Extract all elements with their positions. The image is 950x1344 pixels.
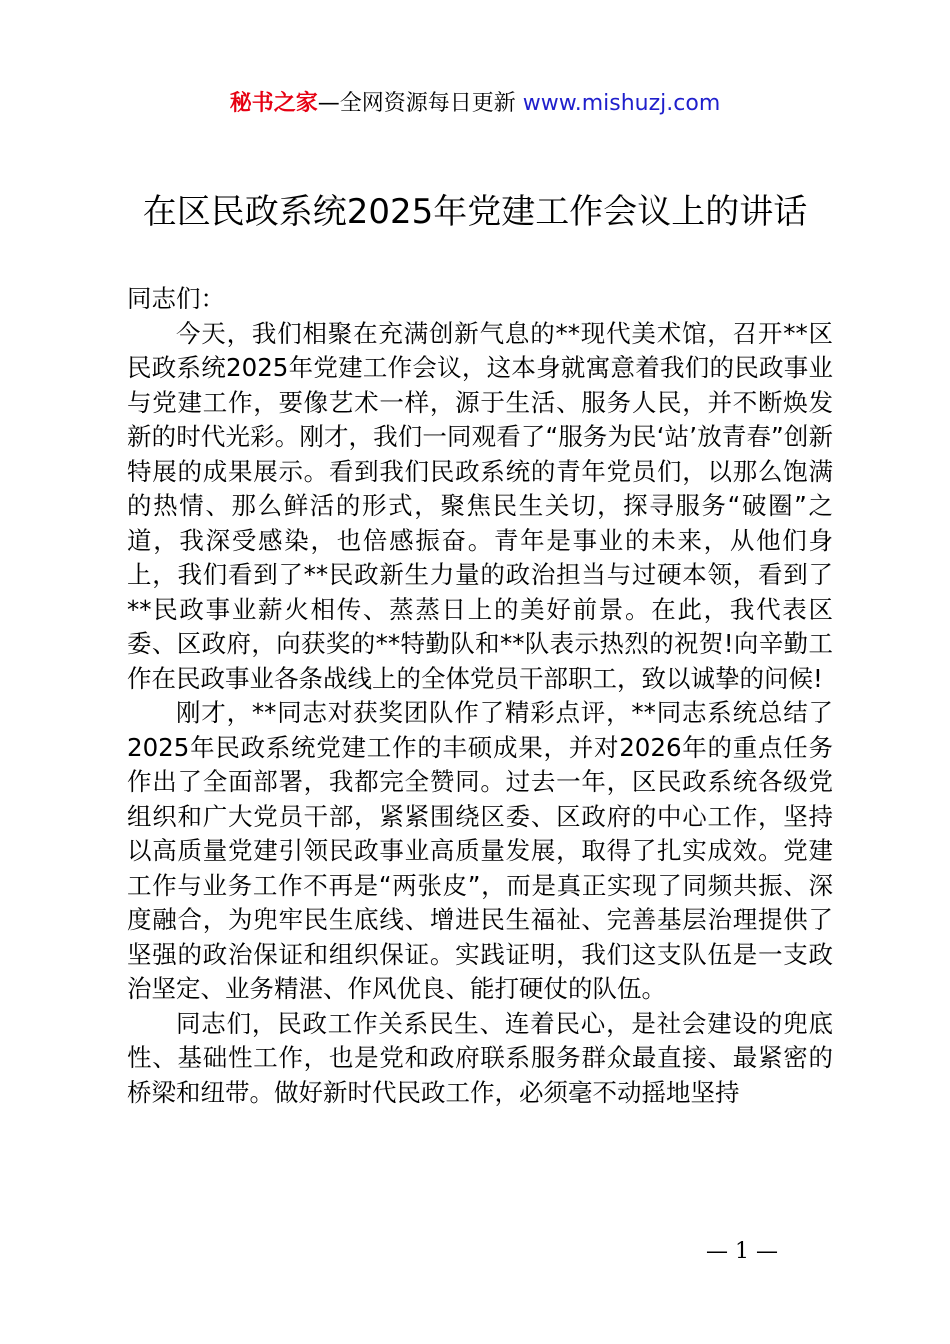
brand-name: 秘书之家 [229,91,318,116]
site-url-link[interactable]: www.mishuzj.com [522,91,721,116]
page-number: — 1 — [706,1239,778,1264]
paragraph-1: 今天，我们相聚在充满创新气息的**现代美术馆，召开**区民政系统2025年党建工作会议，这本身就寓意着我们的民政事业与党建工作，要像艺术一样，源于生活、服务人民，并不断焕发新的时代光彩。刚才，我们一同观看了“服务为民‘站’放青春”创新特展的成果展示。看到我们民政系统的青年党员们，以那么饱满的热情、那么鲜活的形式，聚焦民生关切，探寻服务“破圈”之道，我深受感染，也倍感振奋。青年是事业的未来，从他们身上，我们看到了**民政新生力量的政治担当与过硬本领，看到了**民政事业薪火相传、蒸蒸日上的美好前景。在此，我代表区委、区政府，向获奖的**特勤队和**队表示热烈的祝贺!向辛勤工作在民政事业各条战线上的全体党员干部职工，致以诚挚的问候! [127,318,833,693]
header-tagline: —全网资源每日更新 [317,91,523,116]
document-title: 在区民政系统2025年党建工作会议上的讲话 [142,192,808,232]
paragraph-2: 刚才，**同志对获奖团队作了精彩点评，**同志系统总结了2025年民政系统党建工作的丰硕成果，并对2026年的重点任务作出了全面部署，我都完全赞同。过去一年，区民政系统各级党组织和广大党员干部，紧紧围绕区委、区政府的中心工作，坚持以高质量党建引领民政事业高质量发展，取得了扎实成效。党建工作与业务工作不再是“两张皮”，而是真正实现了同频共振、深度融合，为兜牢民生底线、增进民生福祉、完善基层治理提供了坚强的政治保证和组织保证。实践证明，我们这支队伍是一支政治坚定、业务精湛、作风优良、能打硬仗的队伍。 [127,698,833,1003]
paragraph-3: 同志们，民政工作关系民生、连着民心，是社会建设的兜底性、基础性工作，也是党和政府联系服务群众最直接、最紧密的桥梁和纽带。做好新时代民政工作，必须毫不动摇地坚持 [127,1008,833,1107]
greeting: 同志们： [127,284,225,313]
article-body [127,282,833,1110]
site-header-banner [0,88,950,120]
